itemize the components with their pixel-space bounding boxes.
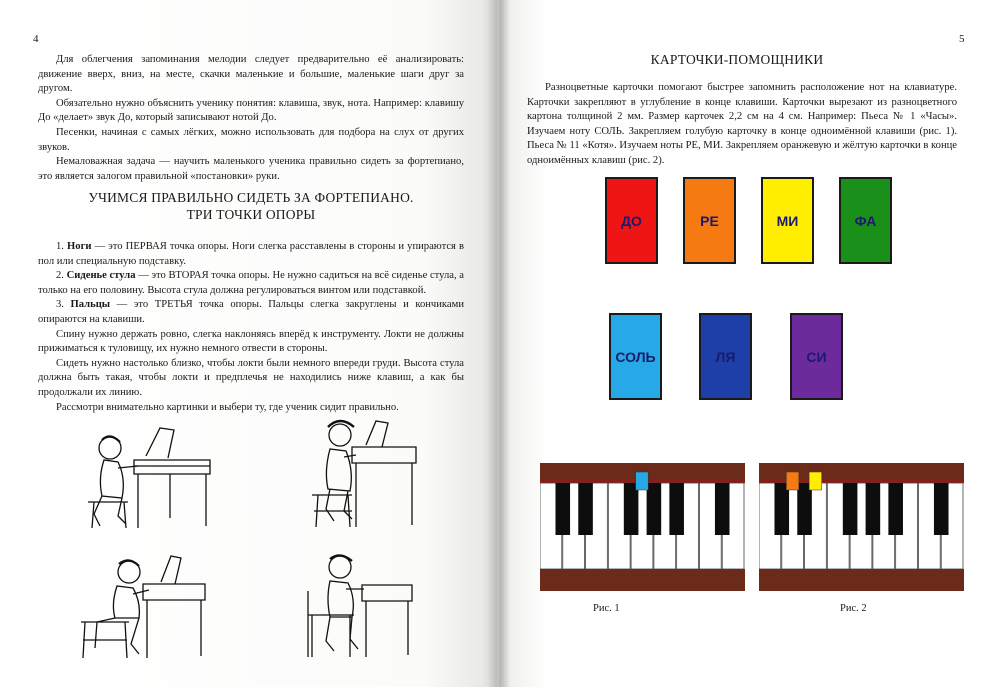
note-card-marker	[786, 472, 799, 490]
point-number: 1.	[56, 241, 64, 252]
card-mi	[761, 177, 814, 264]
black-key	[888, 483, 903, 535]
point-term: Пальцы	[70, 299, 111, 311]
figure-2-caption: Рис. 2	[840, 603, 867, 614]
piano-keyboard-photo-2	[759, 463, 964, 591]
intro-text	[38, 53, 464, 184]
black-key	[715, 483, 730, 535]
point-text: — это ВТОРАЯ точка опоры. Не нужно садиться на всё сиденье стула, а только на его половину. Высота стула должна регулироваться винтом или подставкой.	[38, 270, 464, 296]
point-number: 3.	[56, 299, 64, 311]
page-number-right: 5	[959, 33, 965, 45]
black-key	[934, 483, 949, 535]
card-label: МИ	[776, 212, 799, 229]
note-card-marker	[636, 472, 649, 490]
card-label: СОЛЬ	[615, 348, 656, 365]
card-label: РЕ	[700, 212, 719, 229]
card-re	[683, 177, 736, 264]
black-key	[797, 483, 812, 535]
black-key	[647, 483, 662, 535]
card-label: ДО	[621, 212, 642, 229]
child-at-piano-drawing-3	[73, 548, 208, 663]
heading-line-2: ТРИ ТОЧКИ ОПОРЫ	[186, 207, 316, 222]
intro-paragraph: Для облегчения запоминания мелодии следует предварительно её анализировать: движение вверх, вниз, на месте, скачки маленькие и большие, маленькие шаги друг за другом.	[38, 54, 464, 95]
support-points	[38, 240, 464, 415]
black-key	[866, 483, 881, 535]
support-point-2	[38, 269, 464, 298]
card-label: ЛЯ	[715, 348, 736, 365]
card-do	[605, 177, 658, 264]
figure-1-caption: Рис. 1	[593, 603, 620, 614]
card-label: ФА	[854, 212, 877, 229]
body-paragraph: Разноцветные карточки помогают быстрее запомнить расположение нот на клавиатуре. Карточки закрепляют в углубление в конце клавиши. Карточки вырезают из разноцветного картона толщиной 2 мм. Размер карточек 2,2 см на 4 см. Например: Пьеса № 1 «Часы». Изучаем ноту СОЛЬ. Закрепляем голубую карточку в конце одноимённой клавиши (рис. 1). Пьеса № 11 «Котя». Изучаем ноты РЕ, МИ. Закрепляем оранжевую и жёлтую карточки в конце одноимённых клавиш (рис. 2).	[527, 82, 957, 166]
point-term: Ноги	[67, 241, 92, 252]
piano-keyboard-photo-1	[540, 463, 745, 591]
piano-front-rail	[759, 569, 964, 591]
piano-front-rail	[540, 569, 745, 591]
child-at-piano-drawing-4	[300, 545, 418, 663]
black-key	[624, 483, 639, 535]
point-text: — это ПЕРВАЯ точка опоры. Ноги слегка расставлены в стороны и упираются в пол или специальную подставку.	[38, 241, 464, 267]
intro-paragraph: Обязательно нужно объяснить ученику понятия: клавиша, звук, нота. Например: клавишу До «делает» звук До, который записывают нотой До.	[38, 97, 464, 124]
black-key	[578, 483, 593, 535]
heading-line-1: УЧИМСЯ ПРАВИЛЬНО СИДЕТЬ ЗА ФОРТЕПИАНО.	[88, 190, 414, 205]
section-heading	[38, 189, 464, 223]
intro-paragraph: Немаловажная задача — научить маленького ученика правильно сидеть за фортепиано, это является залогом правильной «постановки» руки.	[38, 156, 464, 182]
point-number: 2.	[56, 270, 64, 282]
card-label: СИ	[806, 348, 827, 365]
point-term: Сиденье стула	[66, 270, 136, 282]
black-key	[669, 483, 684, 535]
card-la	[699, 313, 752, 400]
left-page	[0, 0, 497, 687]
page-number-left: 4	[33, 33, 39, 45]
posture-paragraph: Спину нужно держать ровно, слегка наклоняясь вперёд к инструменту. Локти не должны прижиматься к туловищу, их нужно немного отвести в стороны.	[38, 328, 464, 355]
book-gutter-shadow	[488, 0, 510, 687]
card-si	[790, 313, 843, 400]
black-key	[843, 483, 858, 535]
child-at-piano-drawing-2	[300, 415, 418, 533]
posture-paragraph: Сидеть нужно настолько близко, чтобы локти были немного впереди груди. Высота стула должна быть такая, чтобы локти и предплечья не находились ниже клавиш, а как бы продолжали их линию.	[38, 357, 464, 398]
point-text: — это ТРЕТЬЯ точка опоры. Пальцы слегка закруглены и кончиками опираются на клавиши.	[38, 299, 464, 325]
child-at-piano-drawing-1	[78, 418, 213, 533]
card-sol	[609, 313, 662, 400]
intro-paragraph: Песенки, начиная с самых лёгких, можно использовать для подбора на слух от других звуков.	[38, 126, 464, 153]
right-page	[497, 0, 1000, 687]
page-title: КАРТОЧКИ-ПОМОЩНИКИ	[650, 52, 824, 67]
note-card-marker	[809, 472, 822, 490]
card-fa	[839, 177, 892, 264]
cards-description	[527, 81, 957, 169]
posture-paragraph: Рассмотри внимательно картинки и выбери ту, где ученик сидит правильно.	[56, 401, 399, 413]
support-point-3	[38, 298, 464, 327]
black-key	[555, 483, 570, 535]
support-point-1	[38, 240, 464, 269]
black-key	[774, 483, 789, 535]
